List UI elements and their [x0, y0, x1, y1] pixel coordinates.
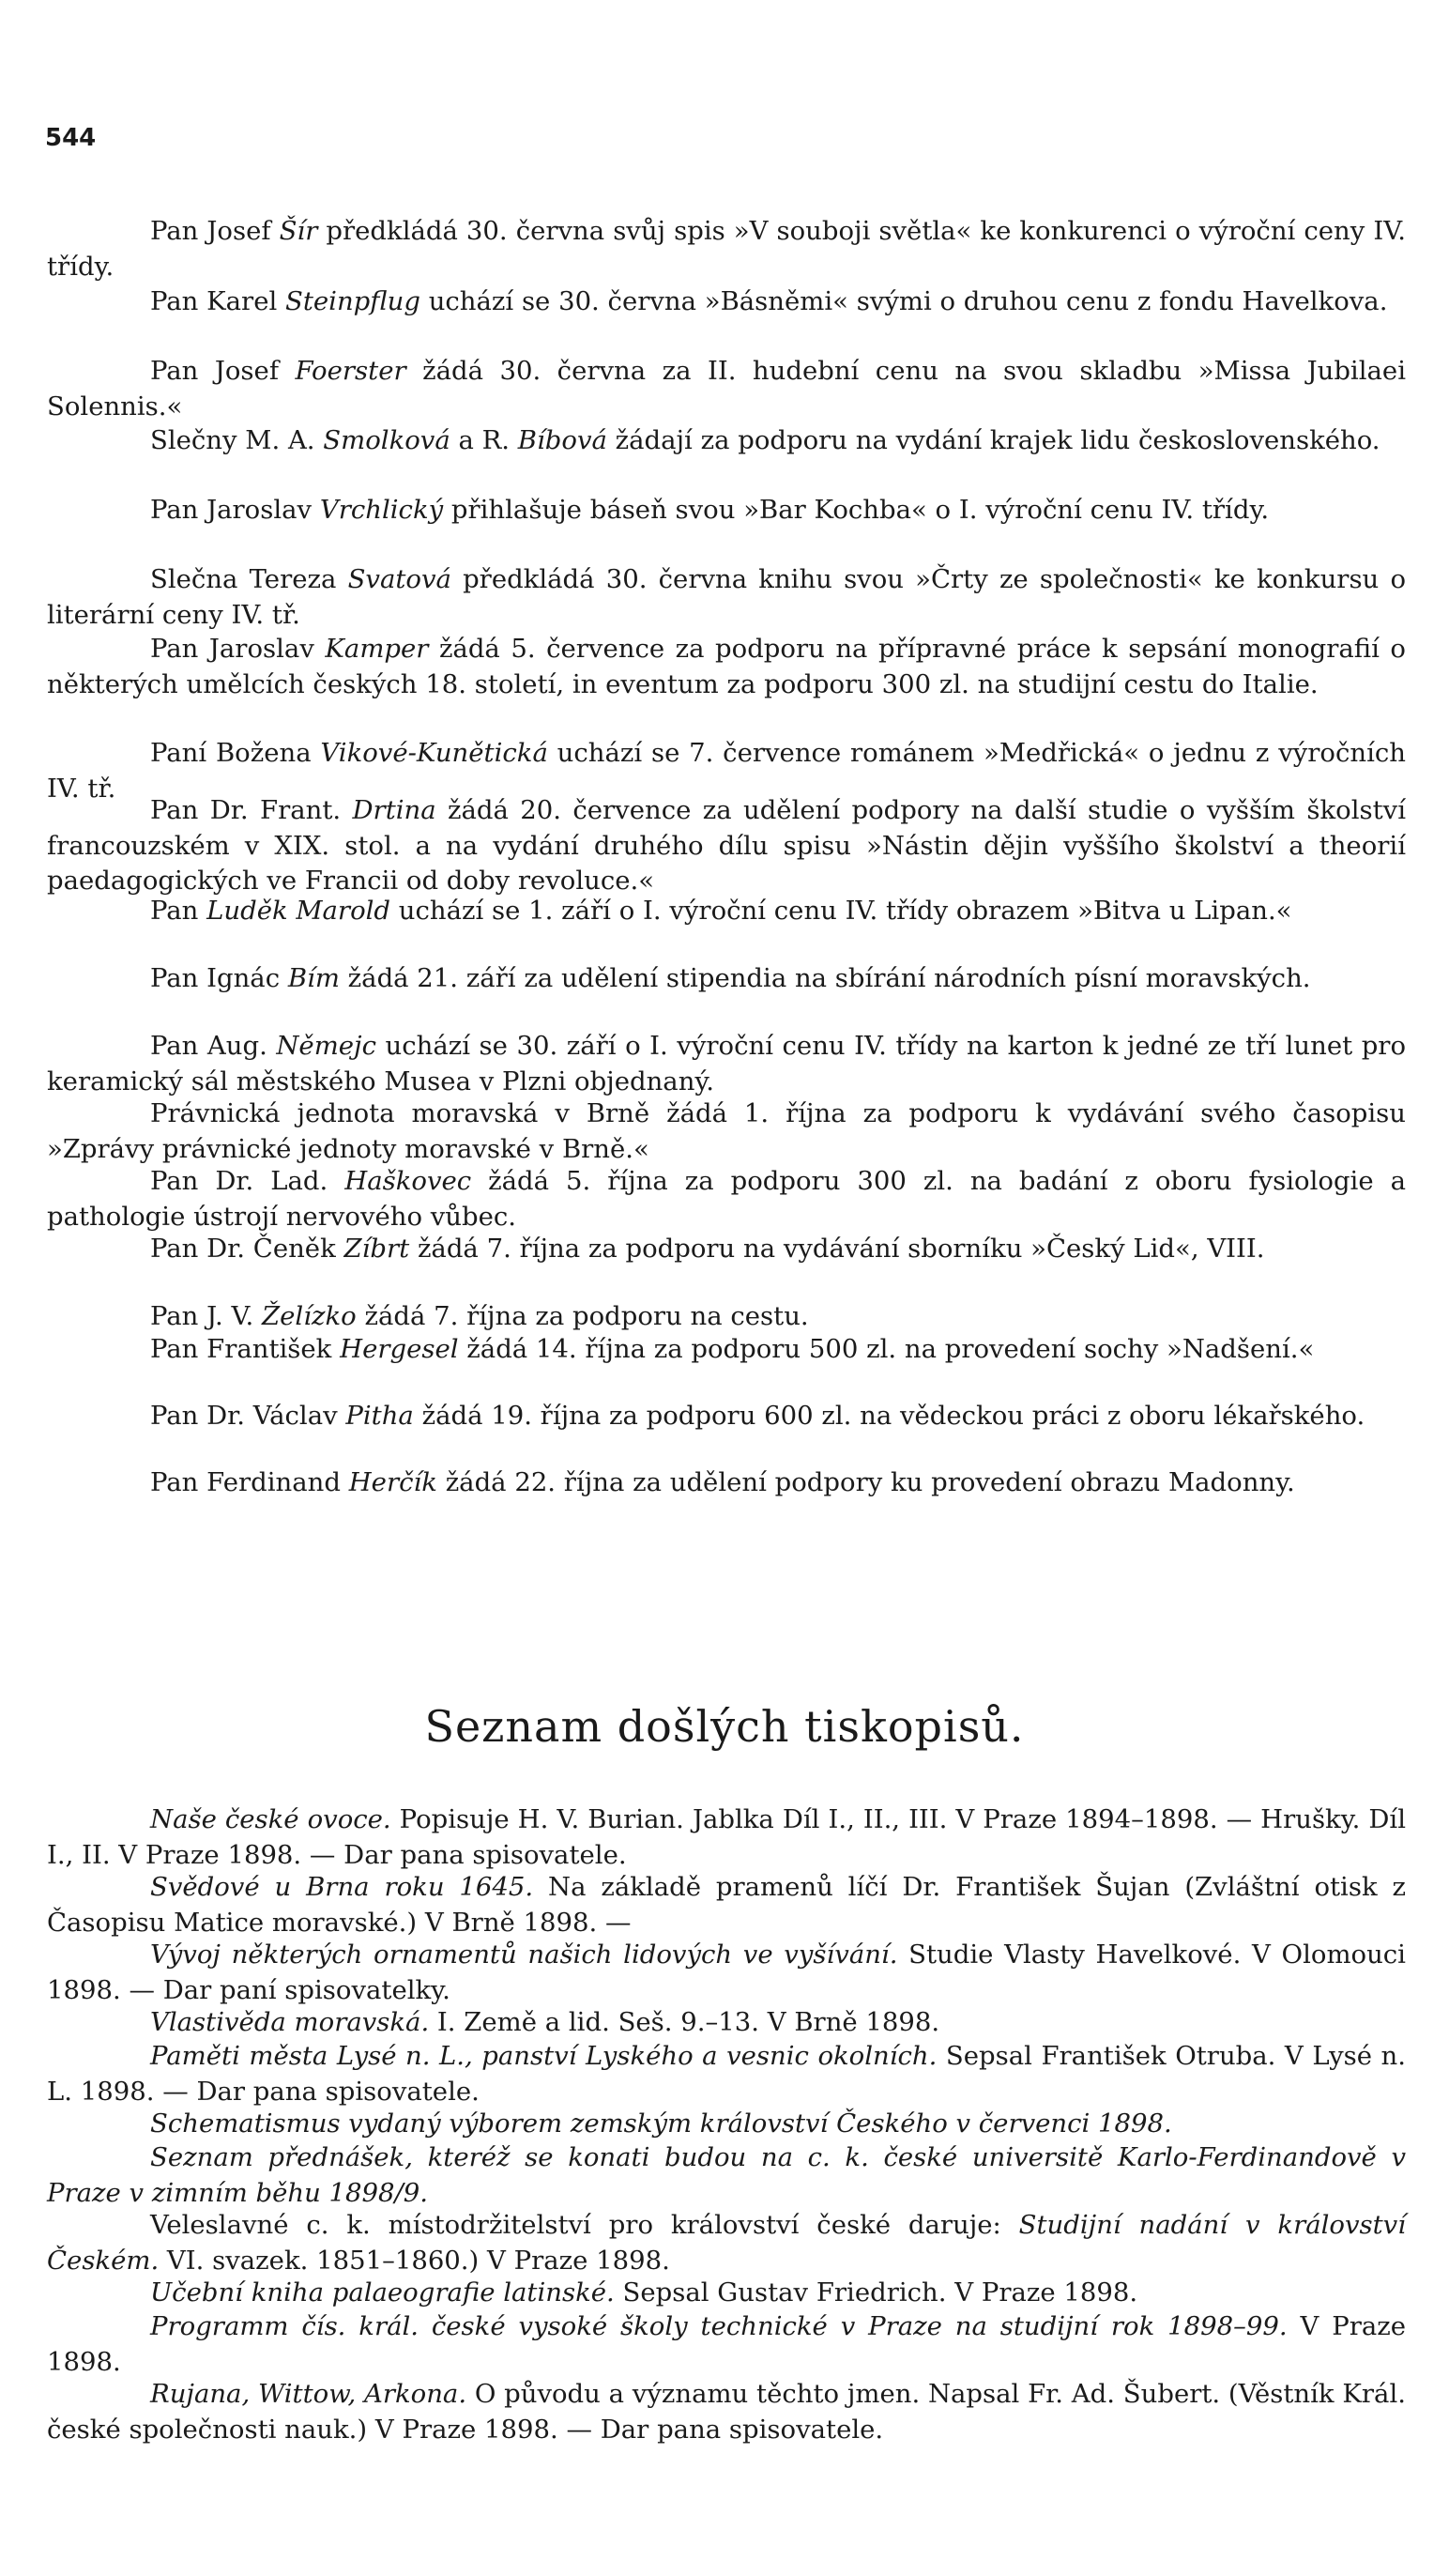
publication-item: Rujana, Wittow, Arkona. O původu a významu těchto jmen. Napsal Fr. Ad. Šubert. (Věstník Král. české společnosti nauk.) V Praze 1898. — Dar pana spisovatele. — [47, 2379, 1406, 2445]
publication-item: Paměti města Lysé n. L., panství Lyského a vesnic okolních. Sepsal František Otruba. V Lysé n. L. 1898. — Dar pana spisovatele. — [47, 2041, 1406, 2107]
announcement-item: Slečny M. A. Smolková a R. Bíbová žádají za podporu na vydání krajek lidu československého. — [150, 425, 1380, 455]
publication-item: Seznam přednášek, kteréž se konati budou na c. k. české universitě Karlo-Ferdinandově v Praze v zimním běhu 1898/9. — [47, 2142, 1406, 2208]
announcement-item: Pan Josef Šír předkládá 30. června svůj spis »V souboji světla« ke konkurenci o výroční ceny IV. třídy. — [47, 216, 1406, 282]
announcement-item: Pan Dr. Lad. Haškovec žádá 5. října za podporu 300 zl. na badání z oboru fysiologie a pathologie ústrojí nervového vůbec. — [47, 1166, 1406, 1232]
section-heading: Seznam došlých tiskopisů. — [424, 1701, 1025, 1752]
announcement-item: Pan Dr. Václav Pitha žádá 19. října za podporu 600 zl. na vědeckou práci z oboru lékařského. — [150, 1401, 1365, 1431]
publication-item: Učební kniha palaeografie latinské. Sepsal Gustav Friedrich. V Praze 1898. — [150, 2277, 1138, 2308]
announcement-item: Pan Jaroslav Vrchlický přihlašuje báseň svou »Bar Kochba« o I. výroční cenu IV. třídy. — [150, 495, 1270, 525]
announcement-item: Pan Jaroslav Kamper žádá 5. července za podporu na přípravné práce k sepsání monografií o některých umělcích českých 18. století, in eventum za podporu 300 zl. na studijní cestu do Italie. — [47, 634, 1406, 699]
announcement-item: Pan Karel Steinpflug uchází se 30. června »Básněmi« svými o druhou cenu z fondu Havelkova. — [150, 286, 1388, 316]
publication-item: Svědové u Brna roku 1645. Na základě pramenů líčí Dr. František Šujan (Zvláštní otisk z Časopisu Matice moravské.) V Brně 1898. — — [47, 1872, 1407, 1938]
announcement-item: Pan Dr. Čeněk Zíbrt žádá 7. října za podporu na vydávání sborníku »Český Lid«, VIII. — [150, 1234, 1265, 1264]
announcement-item: Pan Aug. Němejc uchází se 30. září o I. výroční cenu IV. třídy na karton k jedné ze tří lunet pro keramický sál městského Musea v Plzni objednaný. — [47, 1031, 1406, 1096]
announcement-item: Pan Ignác Bím žádá 21. září za udělení stipendia na sbírání národních písní moravských. — [150, 963, 1311, 993]
announcement-item: Právnická jednota moravská v Brně žádá 1. října za podporu k vydávání svého časopisu »Zprávy právnické jednoty moravské v Brně.« — [47, 1098, 1406, 1164]
announcement-item: Pan Luděk Marold uchází se 1. září o I. výroční cenu IV. třídy obrazem »Bitva u Lipan.« — [150, 896, 1292, 926]
announcement-item: Paní Božena Vikové-Kunětická uchází se 7. července románem »Medřická« o jednu z výročních IV. tř. — [47, 738, 1406, 804]
publication-item: Vývoj některých ornamentů našich lidových ve vyšívání. Studie Vlasty Havelkové. V Olomouci 1898. — Dar paní spisovatelky. — [47, 1940, 1406, 2005]
page-number: 544 — [45, 124, 97, 152]
publication-item: Naše české ovoce. Popisuje H. V. Burian. Jablka Díl I., II., III. V Praze 1894–1898. — Hrušky. Díl I., II. V Praze 1898. — Dar pana spisovatele. — [47, 1804, 1406, 1870]
announcement-item: Pan Ferdinand Herčík žádá 22. října za udělení podpory ku provedení obrazu Madonny. — [150, 1467, 1295, 1497]
announcement-item: Pan František Hergesel žádá 14. října za podporu 500 zl. na provedení sochy »Nadšení.« — [150, 1334, 1315, 1364]
announcement-item: Slečna Tereza Svatová předkládá 30. června knihu svou »Črty ze společnosti« ke konkursu o literární ceny IV. tř. — [47, 564, 1407, 630]
publication-item: Schematismus vydaný výborem zemským království Českého v červenci 1898. — [150, 2108, 1172, 2139]
announcement-item: Pan Dr. Frant. Drtina žádá 20. července za udělení podpory na další studie o vyšším školství francouzském v XIX. stol. a na vydání druhého dílu spisu »Nástin dějin vyššího školství a theorií paedagogických ve Francii od doby revoluce.« — [47, 795, 1406, 896]
announcement-item: Pan J. V. Želízko žádá 7. října za podporu na cestu. — [150, 1301, 809, 1331]
announcement-item: Pan Josef Foerster žádá 30. června za II. hudební cenu na svou skladbu »Missa Jubilaei Solennis.« — [47, 356, 1406, 422]
publication-item: Vlastivěda moravská. I. Země a lid. Seš. 9.–13. V Brně 1898. — [150, 2007, 940, 2037]
publication-item: Veleslavné c. k. místodržitelství pro království české daruje: Studijní nadání v království Českém. VI. svazek. 1851–1860.) V Praze 1898. — [47, 2210, 1407, 2276]
publication-item: Programm čís. král. české vysoké školy technické v Praze na studijní rok 1898–99. V Praze 1898. — [47, 2311, 1407, 2377]
